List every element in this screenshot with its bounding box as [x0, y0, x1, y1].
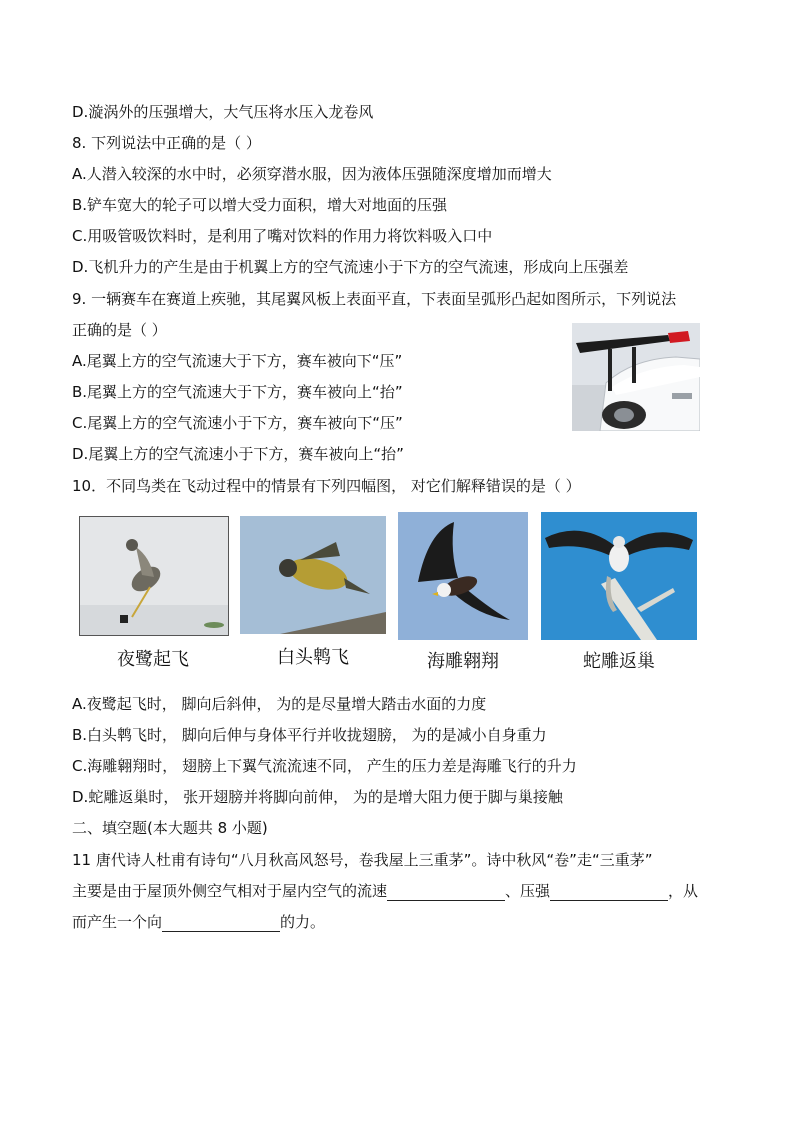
race-car-wing-image: [572, 323, 700, 431]
q10-option-d: D.蛇雕返巢时， 张开翅膀并将脚向前伸， 为的是增大阻力便于脚与巢接触: [72, 788, 563, 806]
q9-stem-line1: 9. 一辆赛车在赛道上疾驰，其尾翼风板上表面平直，下表面呈弧形凸起如图所示，下列说法: [72, 290, 677, 308]
q11-line1: 11 唐代诗人杜甫有诗句“八月秋高风怒号，卷我屋上三重茅”。诗中秋风“卷”走“三重茅”: [72, 851, 653, 869]
q8-option-b: B.铲车宽大的轮子可以增大受力面积，增大对地面的压强: [72, 196, 448, 214]
q11-blank-1[interactable]: [387, 884, 505, 901]
q10-stem: 10．不同鸟类在飞动过程中的情景有下列四幅图， 对它们解释错误的是（ ）: [72, 477, 581, 495]
sea-eagle-photo: [398, 512, 528, 640]
snake-eagle-photo: [541, 512, 697, 640]
q9-option-c: C.尾翼上方的空气流速小于下方，赛车被向下“压”: [72, 414, 403, 432]
q8-stem: 8. 下列说法中正确的是（ ）: [72, 134, 261, 152]
q8-option-c: C.用吸管吸饮料时，是利用了嘴对饮料的作用力将饮料吸入口中: [72, 227, 493, 245]
q9-stem-line2: 正确的是（ ）: [72, 321, 167, 339]
caption-bulbul: 白头鹎飞: [277, 647, 349, 668]
q11-line2-part-b: 、压强: [505, 882, 551, 900]
q9-option-b: B.尾翼上方的空气流速大于下方，赛车被向上“抬”: [72, 383, 403, 401]
q11-line3-part-a: 而产生一个向: [72, 913, 163, 931]
q11-line3-part-b: 的力。: [280, 913, 326, 931]
caption-sea-eagle: 海雕翱翔: [427, 651, 499, 672]
q10-option-b: B.白头鹎飞时， 脚向后伸与身体平行并收拢翅膀， 为的是减小自身重力: [72, 726, 547, 744]
q10-option-c: C.海雕翱翔时， 翅膀上下翼气流流速不同， 产生的压力差是海雕飞行的升力: [72, 757, 577, 775]
caption-night-heron: 夜鹭起飞: [117, 649, 189, 670]
night-heron-photo: [79, 516, 229, 636]
q11-line2-part-a: 主要是由于屋顶外侧空气相对于屋内空气的流速: [72, 882, 388, 900]
q9-option-d: D.尾翼上方的空气流速小于下方，赛车被向上“抬”: [72, 445, 404, 463]
q11-line2: [72, 881, 698, 901]
q11-line2-part-c: ，从: [668, 882, 699, 900]
q11-line3: [72, 912, 325, 932]
caption-snake-eagle: 蛇雕返巢: [583, 651, 655, 672]
q9-option-a: A.尾翼上方的空气流速大于下方，赛车被向下“压”: [72, 352, 403, 370]
q10-option-a: A.夜鹭起飞时， 脚向后斜伸， 为的是尽量增大踏击水面的力度: [72, 695, 487, 713]
section-2-title: 二、填空题(本大题共 8 小题): [72, 819, 268, 837]
q8-option-a: A.人潜入较深的水中时，必须穿潜水服，因为液体压强随深度增加而增大: [72, 165, 552, 183]
q7-option-d: D.漩涡外的压强增大，大气压将水压入龙卷风: [72, 103, 374, 121]
q8-option-d: D.飞机升力的产生是由于机翼上方的空气流速小于下方的空气流速，形成向上压强差: [72, 258, 629, 276]
q11-blank-3[interactable]: [162, 915, 280, 932]
light-vented-bulbul-photo: [240, 516, 386, 634]
q11-blank-2[interactable]: [550, 884, 668, 901]
